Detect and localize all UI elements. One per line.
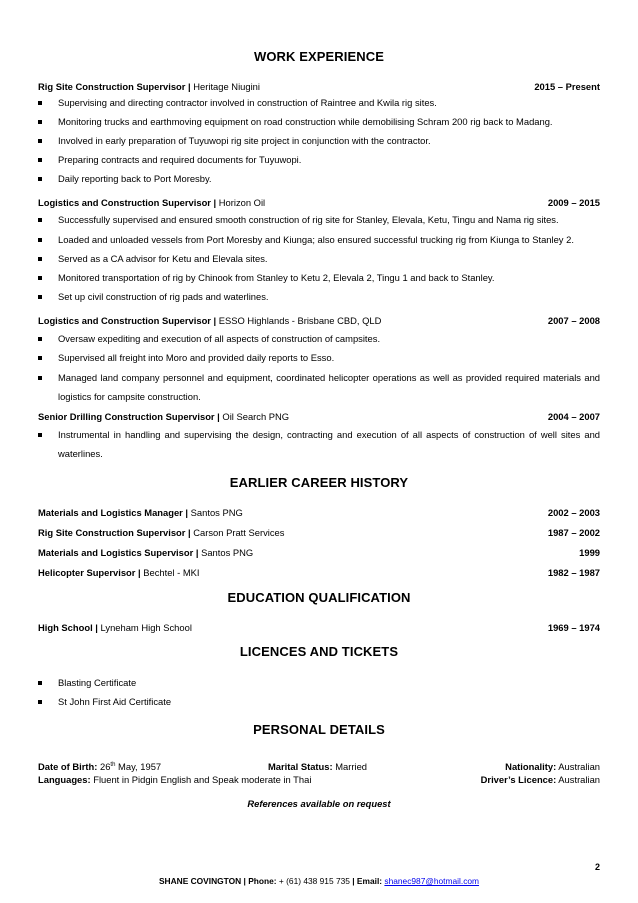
personal-details-heading: PERSONAL DETAILS	[253, 722, 385, 737]
marital-status: Marital Status: Married	[268, 761, 367, 772]
earlier-career-heading: EARLIER CAREER HISTORY	[229, 475, 409, 490]
job-dates: 2004 – 2007	[547, 411, 600, 422]
job-header	[38, 81, 600, 92]
job-dates: 2007 – 2008	[547, 315, 600, 326]
page-number: 2	[594, 862, 600, 872]
job-company: Horizon Oil	[216, 197, 266, 208]
job-dates: 2009 – 2015	[547, 197, 600, 208]
resume-page: WORK EXPERIENCE Rig Site Construction Supervisor | Heritage Niugini 2015 – Present Supervising and directing contractor involved in construction of Raintree and Kwila rig sites. Monitoring trucks and earthmoving equipment on road construction while demobilising Schram 200 rig back to Madang. Involved in early preparation of Tuyuwopi rig site project in conjunction with the contractor. Preparing contracts and required documents for Tuyuwopi. Daily reporting back to Port Moresby. Logistics and Construction Supervisor | Horizon Oil 2009 – 2015 Successfully supervised and ensured smooth construction of rig site for Stanley, Elevala, Ketu, Tingu and Nama rig sites. Loaded and unloaded vessels from Port Moresby and Kiunga; also ensured successful trucking rig from Kiunga to Stanley 2. Served as a CA advisor for Ketu and Elevala sites. Monitored transportation of rig by Chinook from Stanley to Ketu 2, Elevala 2, Tingu 1 and back to Stanley. Set up civil construction of rig pads and waterlines. Logistics and Construction Supervisor | ESSO Highlands - Brisbane CBD, QLD 2007 – 2008 Oversaw expediting and execution of all aspects of construction of campsites. Supervised all freight into Moro and provided daily reports to Esso. Managed land company personnel and equipment, coordinated helicopter operations as well as provided required materials and logistics for campsite construction. Senior Drilling Construction Supervisor | Oil Search PNG 2004 – 2007 Instrumental in handling and supervising the design, contracting and execution of all aspects of construction of well sites and waterlines. EARLIER CAREER HISTORY Materials and Logistics Manager | Santos PNG 2002 – 2003 Rig Site Construction Supervisor | Carson Pratt Services 1987 – 2002 Materials and Logistics Supervisor | Santos PNG 1999 Helicopter Supervisor | Bechtel - MKI 1982 – 1987 EDUCATION QUALIFICATION High School | Lyneham High School 1969 – 1974 LICENCES AND TICKETS Blasting Certificate St John First Aid Certificate PERSONAL DETAILS Date of Birth: 26th May, 1957 Marital Status: Married Nationality: Australian Languages: Fluent in Pidgin English and Speak moderate in Thai Driver’s Licence: Australian References available on request 2 SHANE COVINGTON | Phone: + (61) 438 915 735 | Email: shanec987@hotmail.com	[0, 0, 638, 903]
bullet-icon	[38, 218, 42, 222]
nationality: Nationality: Australian	[505, 761, 600, 772]
footer: SHANE COVINGTON | Phone: + (61) 438 915 735 | Email: shanec987@hotmail.com	[158, 876, 480, 886]
career-entry: Materials and Logistics Manager | Santos PNG 2002 – 2003	[38, 507, 600, 518]
bullet-icon	[38, 681, 42, 685]
job-title: Logistics and Construction Supervisor |	[38, 197, 217, 208]
references-note: References available on request	[247, 798, 391, 809]
footer-email-link[interactable]: shanec987@hotmail.com	[384, 876, 480, 886]
date-of-birth: Date of Birth: 26th May, 1957	[38, 761, 162, 772]
job-dates: 2015 – Present	[534, 81, 600, 92]
bullet-icon	[38, 139, 42, 143]
education-heading: EDUCATION QUALIFICATION	[227, 590, 411, 605]
bullet-icon	[38, 101, 42, 105]
bullet-icon	[38, 158, 42, 162]
work-experience-heading: WORK EXPERIENCE	[253, 49, 385, 64]
job-company: Oil Search PNG	[219, 411, 290, 422]
job-title: Senior Drilling Construction Supervisor |	[38, 411, 220, 422]
bullet-icon	[38, 337, 42, 341]
bullet-icon	[38, 433, 42, 437]
job-title: Rig Site Construction Supervisor |	[38, 81, 191, 92]
bullet-icon	[38, 276, 42, 280]
bullet-icon	[38, 295, 42, 299]
languages: Languages: Fluent in Pidgin English and Speak moderate in Thai	[38, 774, 312, 785]
bullet-icon	[38, 238, 42, 242]
bullet-icon	[38, 120, 42, 124]
bullet-icon	[38, 356, 42, 360]
bullet-icon	[38, 257, 42, 261]
career-entry: Rig Site Construction Supervisor | Carson Pratt Services 1987 – 2002	[38, 527, 600, 538]
job-header	[38, 411, 600, 422]
education-entry: High School | Lyneham High School 1969 – 1974	[38, 622, 600, 633]
job-header	[38, 197, 600, 208]
job-header	[38, 315, 600, 326]
bullet-icon	[38, 177, 42, 181]
job-title: Logistics and Construction Supervisor |	[38, 315, 217, 326]
licences-heading: LICENCES AND TICKETS	[239, 644, 399, 659]
job-company: Heritage Niugini	[190, 81, 260, 92]
bullet-icon	[38, 700, 42, 704]
career-entry: Materials and Logistics Supervisor | Santos PNG 1999	[38, 547, 600, 558]
drivers-licence: Driver’s Licence: Australian	[480, 774, 600, 785]
footer-phone: + (61) 438 915 735	[276, 876, 353, 886]
career-entry: Helicopter Supervisor | Bechtel - MKI 1982 – 1987	[38, 567, 600, 578]
job-company: ESSO Highlands - Brisbane CBD, QLD	[216, 315, 382, 326]
bullet-icon	[38, 376, 42, 380]
footer-name: SHANE COVINGTON	[158, 876, 242, 886]
